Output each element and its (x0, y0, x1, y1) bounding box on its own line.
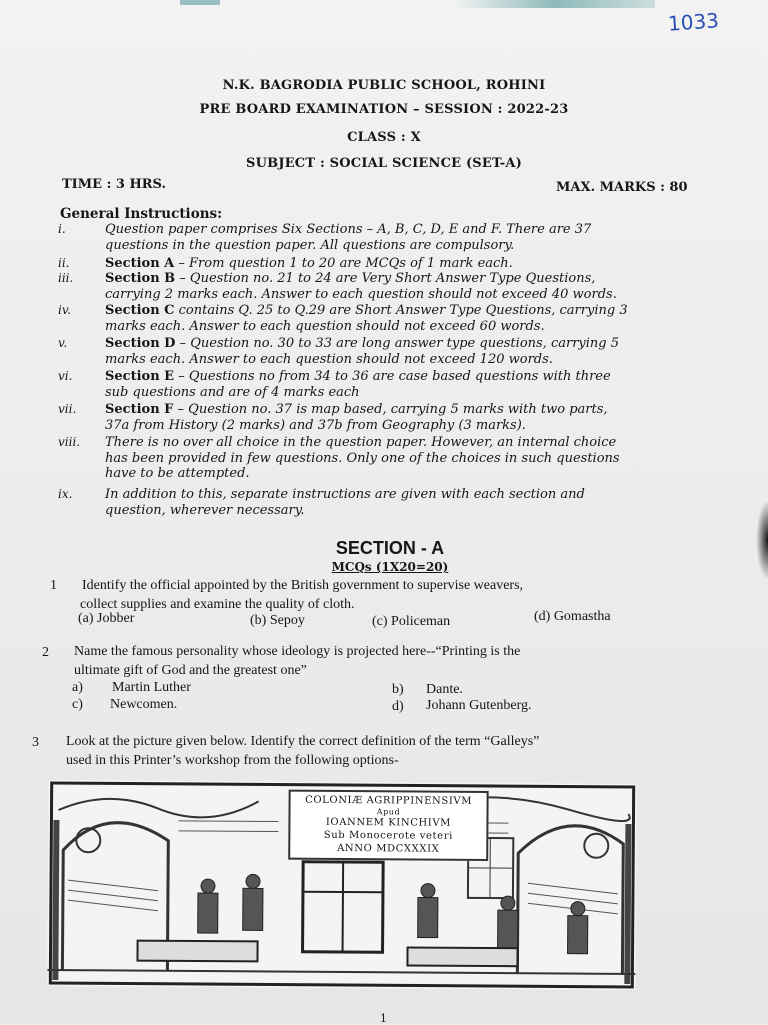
option-d: Johann Gutenberg. (426, 698, 532, 714)
instruction-line: question, wherever necessary. (105, 503, 665, 519)
question-text-line: Name the famous personality whose ideology is projected here--“Printing is the (74, 644, 520, 660)
exam-title: PRE BOARD EXAMINATION – SESSION : 2022-23 (0, 102, 768, 117)
instruction-number: vii. (58, 402, 98, 418)
section-name: Section F (105, 402, 173, 417)
handwritten-note: 1033 (667, 8, 719, 35)
question-text-line: used in this Printer’s workshop from the following options- (66, 753, 399, 769)
option-c: (c) Policeman (372, 614, 450, 630)
option-c: Newcomen. (110, 697, 177, 713)
question-text-line: Look at the picture given below. Identify the correct definition of the term “Galleys” (66, 734, 539, 750)
instruction-text (105, 402, 665, 433)
banner-line: Apud (290, 807, 486, 817)
question-number: 1 (50, 578, 57, 594)
instruction-line: There is no over all choice in the question paper. However, an internal choice (105, 435, 665, 451)
instruction-line-text: – Question no. 30 to 33 are long answer type questions, carrying 5 (175, 336, 619, 351)
time-label: TIME : 3 HRS. (62, 177, 166, 192)
banner-line: IOANNEM KINCHIVM (290, 816, 486, 830)
question-number: 3 (32, 735, 39, 751)
option-d: (d) Gomastha (534, 609, 611, 625)
school-name: N.K. BAGRODIA PUBLIC SCHOOL, ROHINI (0, 78, 768, 93)
class-label: CLASS : X (0, 130, 768, 145)
option-b: Dante. (426, 682, 463, 698)
option-a-marker: a) (72, 680, 83, 696)
instruction-number: v. (58, 336, 98, 352)
instruction-line: carrying 2 marks each. Answer to each question should not exceed 40 words. (105, 287, 665, 303)
question-text-line: ultimate gift of God and the greatest one” (74, 663, 307, 679)
instruction-line: have to be attempted. (105, 466, 665, 482)
instruction-text (105, 369, 665, 400)
instruction-line (105, 271, 665, 287)
instructions-heading: General Instructions: (60, 206, 222, 222)
question-number: 2 (42, 645, 49, 661)
section-name: Section A (105, 256, 174, 271)
instruction-line: Question paper comprises Six Sections – A, B, C, D, E and F. There are 37 (105, 222, 665, 238)
instruction-line (105, 369, 665, 385)
subject-label: SUBJECT : SOCIAL SCIENCE (SET-A) (0, 156, 768, 171)
banner-line: COLONIÆ AGRIPPINENSIVM (291, 794, 487, 808)
section-name: Section E (105, 369, 174, 384)
instruction-line (105, 256, 665, 272)
instruction-text (105, 222, 665, 253)
section-title: SECTION - A (0, 538, 768, 559)
option-c-marker: c) (72, 697, 83, 713)
option-d-marker: d) (392, 699, 404, 715)
section-name: Section B (105, 271, 175, 286)
max-marks-label: MAX. MARKS : 80 (556, 180, 688, 195)
instruction-number: viii. (58, 435, 98, 451)
instruction-line-text: – Question no. 21 to 24 are Very Short Answer Type Questions, (175, 271, 595, 286)
instruction-number: ix. (58, 487, 98, 503)
option-a: Martin Luther (112, 680, 191, 696)
instruction-line: In addition to this, separate instructions are given with each section and (105, 487, 665, 503)
instruction-line: questions in the question paper. All questions are compulsory. (105, 238, 665, 254)
instruction-number: iii. (58, 271, 98, 287)
instruction-line (105, 402, 665, 418)
instruction-line (105, 303, 665, 319)
question-text-line: collect supplies and examine the quality of cloth. (80, 597, 354, 613)
instruction-line: sub questions and are of 4 marks each (105, 385, 665, 401)
instruction-text (105, 256, 665, 272)
instruction-line (105, 336, 665, 352)
instruction-line: marks each. Answer to each question should not exceed 120 words. (105, 352, 665, 368)
section-subtitle: MCQs (1X20=20) (0, 560, 768, 574)
banner-line: ANNO MDCXXXIX (290, 842, 486, 856)
printers-workshop-engraving (47, 780, 636, 990)
ink-smudge (455, 0, 655, 8)
question-text-line: Identify the official appointed by the British government to supervise weavers, (82, 578, 523, 594)
instruction-text (105, 336, 665, 367)
instruction-number: iv. (58, 303, 98, 319)
banner-line: Sub Monocerote veteri (290, 829, 486, 843)
section-name: Section D (105, 336, 175, 351)
option-a: (a) Jobber (78, 611, 134, 627)
option-b: (b) Sepoy (250, 613, 305, 629)
instruction-number: i. (58, 222, 98, 238)
instruction-line: 37a from History (2 marks) and 37b from Geography (3 marks). (105, 418, 665, 434)
instruction-line-text: – Question no. 37 is map based, carrying 5 marks with two parts, (173, 402, 607, 417)
instruction-line-text: contains Q. 25 to Q.29 are Short Answer Type Questions, carrying 3 (175, 303, 628, 318)
instruction-text (105, 303, 665, 334)
ink-smudge (180, 0, 220, 5)
instruction-text (105, 487, 665, 518)
instruction-line-text: – Questions no from 34 to 36 are case based questions with three (174, 369, 611, 384)
instruction-line-text: – From question 1 to 20 are MCQs of 1 mark each. (174, 256, 513, 271)
page-number: 1 (380, 1012, 387, 1025)
engraving-banner (288, 790, 488, 861)
instruction-text (105, 271, 665, 302)
instruction-number: ii. (58, 256, 98, 272)
instruction-line: marks each. Answer to each question should not exceed 60 words. (105, 319, 665, 335)
instruction-line: has been provided in few questions. Only one of the choices in such questions (105, 451, 665, 467)
section-name: Section C (105, 303, 175, 318)
instruction-text (105, 435, 665, 482)
option-b-marker: b) (392, 682, 404, 698)
instruction-number: vi. (58, 369, 98, 385)
